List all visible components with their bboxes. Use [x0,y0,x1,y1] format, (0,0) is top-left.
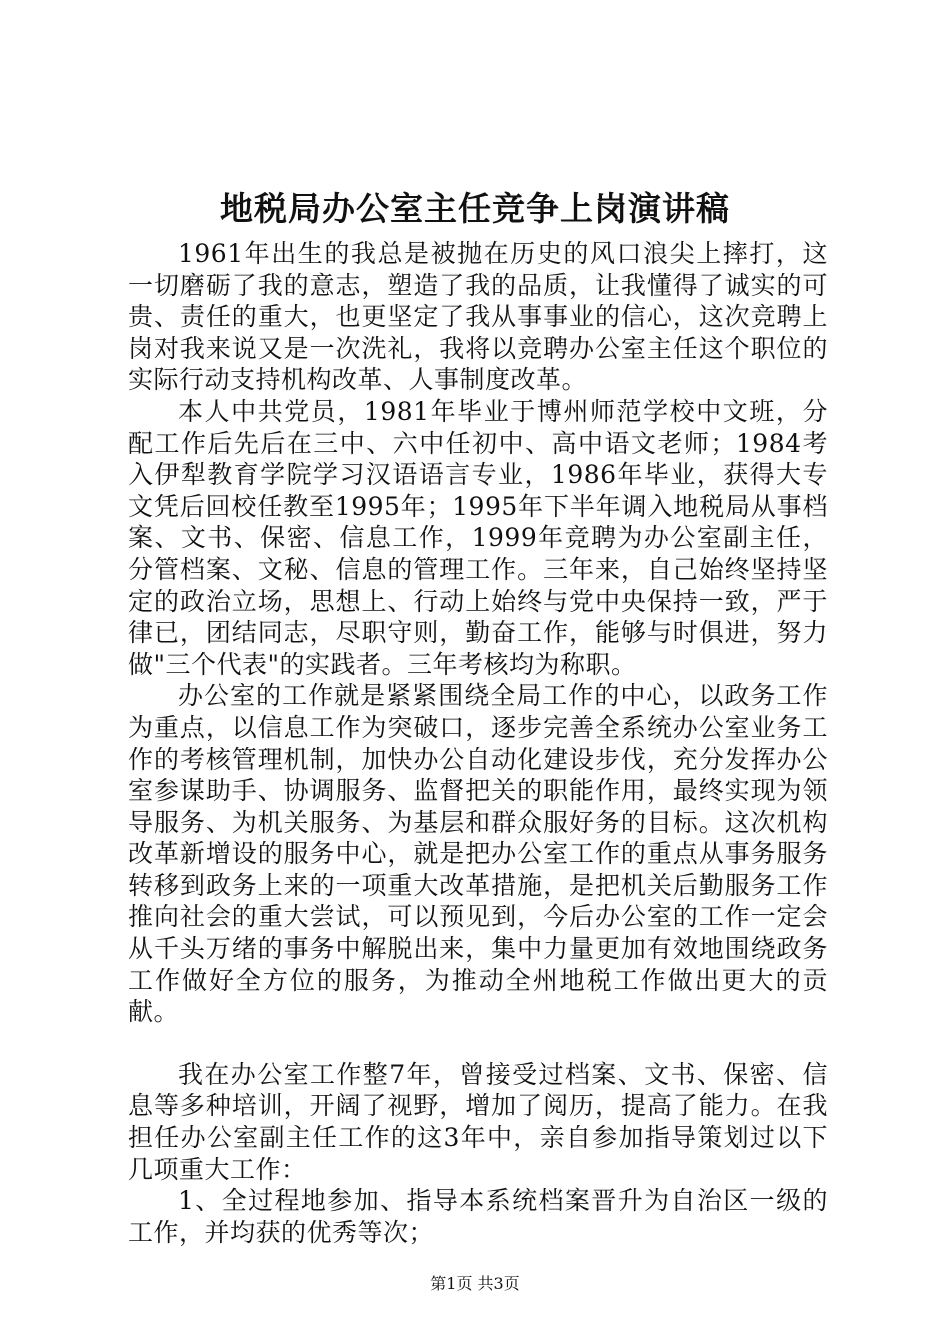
paragraph-intro: 1961年出生的我总是被抛在历史的风口浪尖上摔打，这一切磨砺了我的意志，塑造了我的品质，让我懂得了诚实的可贵、责任的重大，也更坚定了我从事事业的信心，这次竞聘上岗对我来说又是一次洗礼，我将以竞聘办公室主任这个职位的实际行动支持机构改革、人事制度改革。 [128,239,828,395]
document-title: 地税局办公室主任竞争上岗演讲稿 [220,189,730,228]
page-indicator: 第1页 共3页 [430,1274,520,1293]
page-footer [0,1273,950,1295]
paragraph-item-1: 1、全过程地参加、指导本系统档案晋升为自治区一级的工作，并均获的优秀等次； [128,1186,828,1247]
paragraph-experience: 我在办公室工作整7年，曾接受过档案、文书、保密、信息等多种培训，开阔了视野，增加了阅历，提高了能力。在我担任办公室副主任工作的这3年中，亲自参加指导策划过以下几项重大工作： [128,1059,828,1184]
paragraph-background: 本人中共党员，1981年毕业于博州师范学校中文班，分配工作后先后在三中、六中任初中、高中语文老师；1984考入伊犁教育学院学习汉语语言专业，1986年毕业，获得大专文凭后回校任教至1995年；1995年下半年调入地税局从事档案、文书、保密、信息工作，1999年竞聘为办公室副主任，分管档案、文秘、信息的管理工作。三年来，自己始终坚持坚定的政治立场，思想上、行动上始终与党中央保持一致，严于律已，团结同志，尽职守则，勤奋工作，能够与时俱进，努力做"三个代表"的实践者。三年考核均为称职。 [128,396,828,679]
paragraph-office-role: 办公室的工作就是紧紧围绕全局工作的中心，以政务工作为重点，以信息工作为突破口，逐步完善全系统办公室业务工作的考核管理机制，加快办公自动化建设步伐，充分发挥办公室参谋助手、协调服务、监督把关的职能作用，最终实现为领导服务、为机关服务、为基层和群众服好务的目标。这次机构改革新增设的服务中心，就是把办公室工作的重点从事务服务转移到政务上来的一项重大改革措施，是把机关后勤服务工作推向社会的重大尝试，可以预见到，今后办公室的工作一定会从千头万绪的事务中解脱出来，集中力量更加有效地围绕政务工作做好全方位的服务，为推动全州地税工作做出更大的贡献。 [128,681,828,1027]
document-body [128,238,828,1248]
